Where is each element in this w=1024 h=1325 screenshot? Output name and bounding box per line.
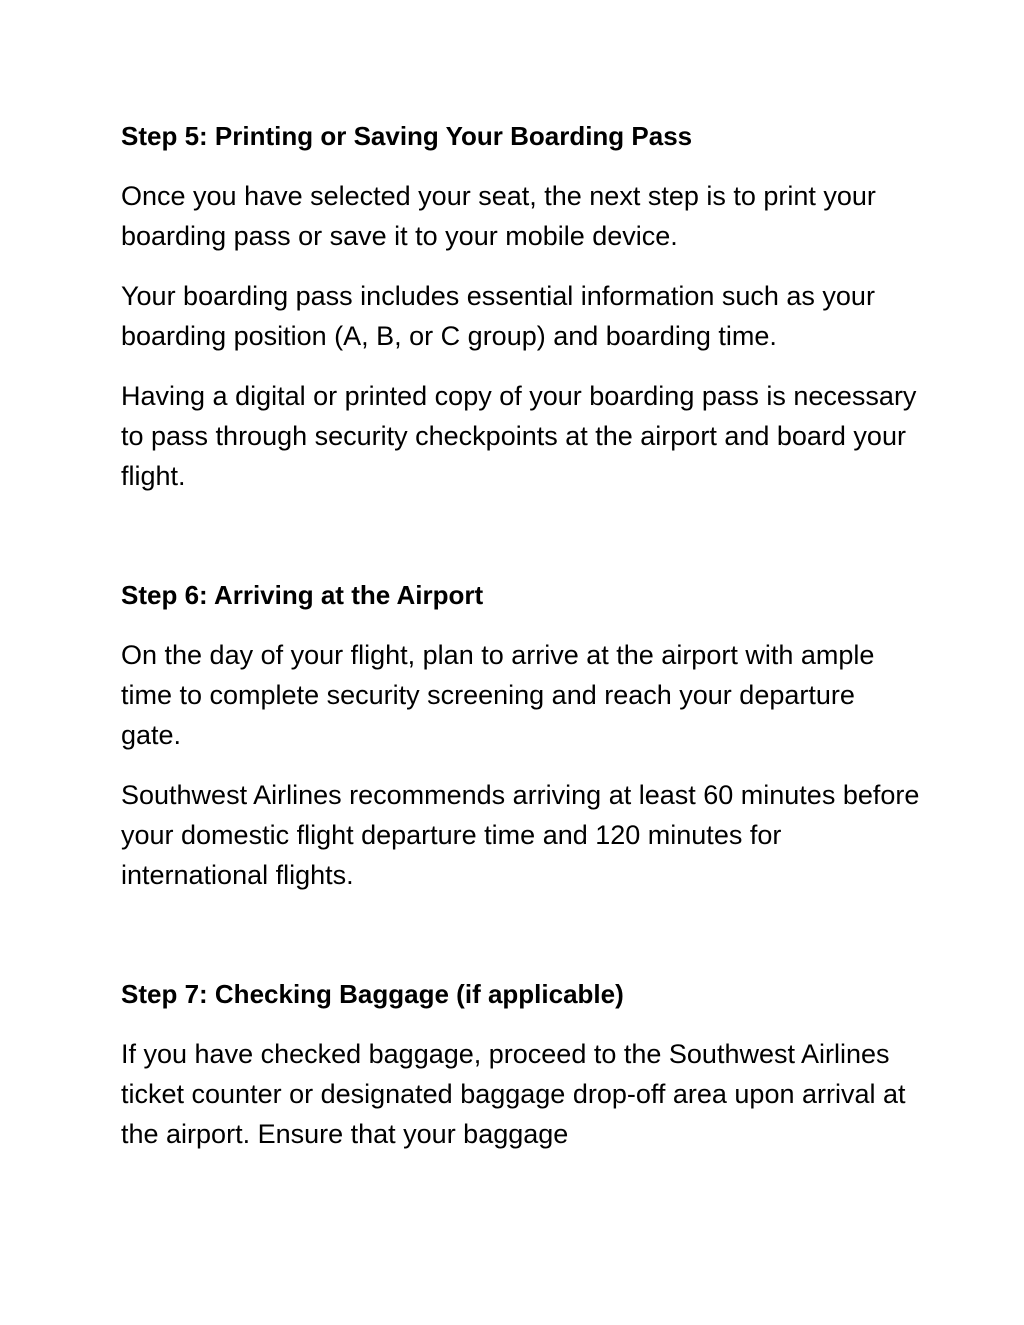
section-heading: Step 6: Arriving at the Airport — [121, 580, 484, 610]
paragraph: Having a digital or printed copy of your boarding pass is necessary to pass through security checkpoints at the airport and board your flight. — [121, 381, 917, 491]
paragraph: On the day of your flight, plan to arrive at the airport with ample time to complete security screening and reach your departure gate. — [121, 640, 875, 750]
document-page — [121, 116, 921, 1174]
section-heading: Step 5: Printing or Saving Your Boarding Pass — [121, 121, 693, 151]
step-5-section — [121, 116, 921, 496]
step-6-section — [121, 575, 921, 895]
section-heading: Step 7: Checking Baggage (if applicable) — [121, 979, 624, 1009]
paragraph: Once you have selected your seat, the next step is to print your boarding pass or save it to your mobile device. — [121, 181, 876, 251]
paragraph: Your boarding pass includes essential information such as your boarding position (A, B, or C group) and boarding time. — [121, 281, 875, 351]
section-spacer — [121, 516, 921, 575]
paragraph: Southwest Airlines recommends arriving at least 60 minutes before your domestic flight departure time and 120 minutes for international flights. — [121, 780, 920, 890]
step-7-section — [121, 974, 921, 1154]
section-spacer — [121, 915, 921, 974]
paragraph: If you have checked baggage, proceed to the Southwest Airlines ticket counter or designated baggage drop-off area upon arrival at the airport. Ensure that your baggage — [121, 1039, 906, 1149]
